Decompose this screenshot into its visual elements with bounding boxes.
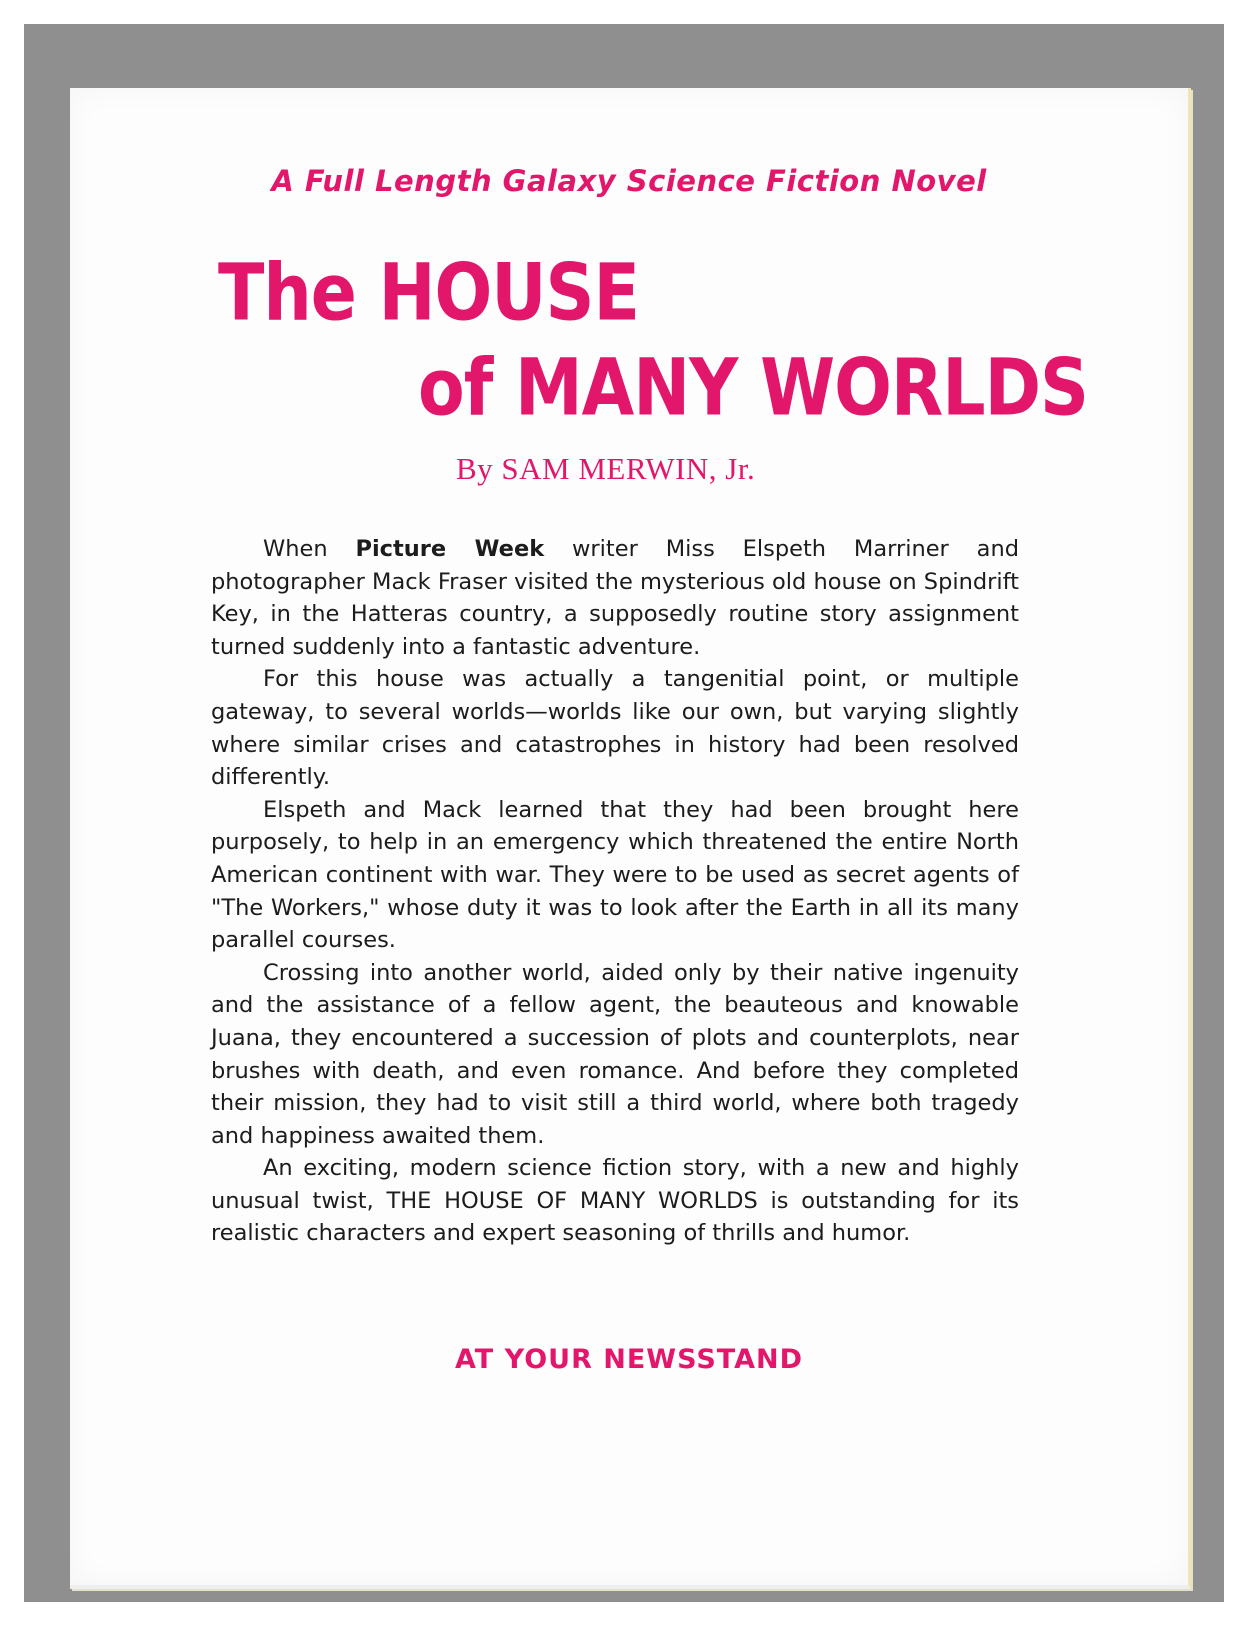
book-blurb — [211, 533, 1019, 1250]
magazine-name: Picture Week — [355, 536, 545, 562]
series-tagline: A Full Length Galaxy Science Fiction Novel — [271, 164, 987, 198]
newsstand-footer: AT YOUR NEWSSTAND — [454, 1344, 803, 1375]
blurb-paragraph-1 — [211, 533, 1019, 663]
blurb-paragraph-3: Elspeth and Mack learned that they had been brought here purposely, to help in an emergency which threatened the entire North American continent with war. They were to be used as secret agents of "The Workers," whose duty it was to look after the Earth in all its many parallel courses. — [211, 796, 1019, 954]
book-back-cover — [70, 88, 1191, 1589]
blurb-paragraph-5: An exciting, modern science fiction story, with a new and highly unusual twist, THE HOUSE OF MANY WORLDS is outstanding for its realistic characters and expert seasoning of thrills and humor. — [211, 1155, 1019, 1247]
blurb-paragraph-2: For this house was actually a tangenitial point, or multiple gateway, to several worlds—worlds like our own, but varying slightly where similar crises and catastrophes in history had been resolved differently. — [211, 666, 1019, 791]
author-byline: By SAM MERWIN, Jr. — [456, 451, 756, 486]
book-title-line-1: The HOUSE — [218, 248, 639, 339]
blurb-p1-intro: When — [263, 536, 356, 562]
book-title-line-2: of MANY WORLDS — [418, 343, 1089, 434]
blurb-p1-rest: writer Miss Elspeth Marriner and photographer Mack Fraser visited the mysterious old house on Spindrift Key, in the Hatteras country, a supposedly routine story assignment turned suddenly into a fantastic adventure. — [211, 536, 1019, 660]
blurb-paragraph-4: Crossing into another world, aided only by their native ingenuity and the assistance of a fellow agent, the beauteous and knowable Juana, they encountered a succession of plots and counterplots, near brushes with death, and even romance. And before they completed their mission, they had to visit still a third world, where both tragedy and happiness awaited them. — [211, 959, 1019, 1149]
